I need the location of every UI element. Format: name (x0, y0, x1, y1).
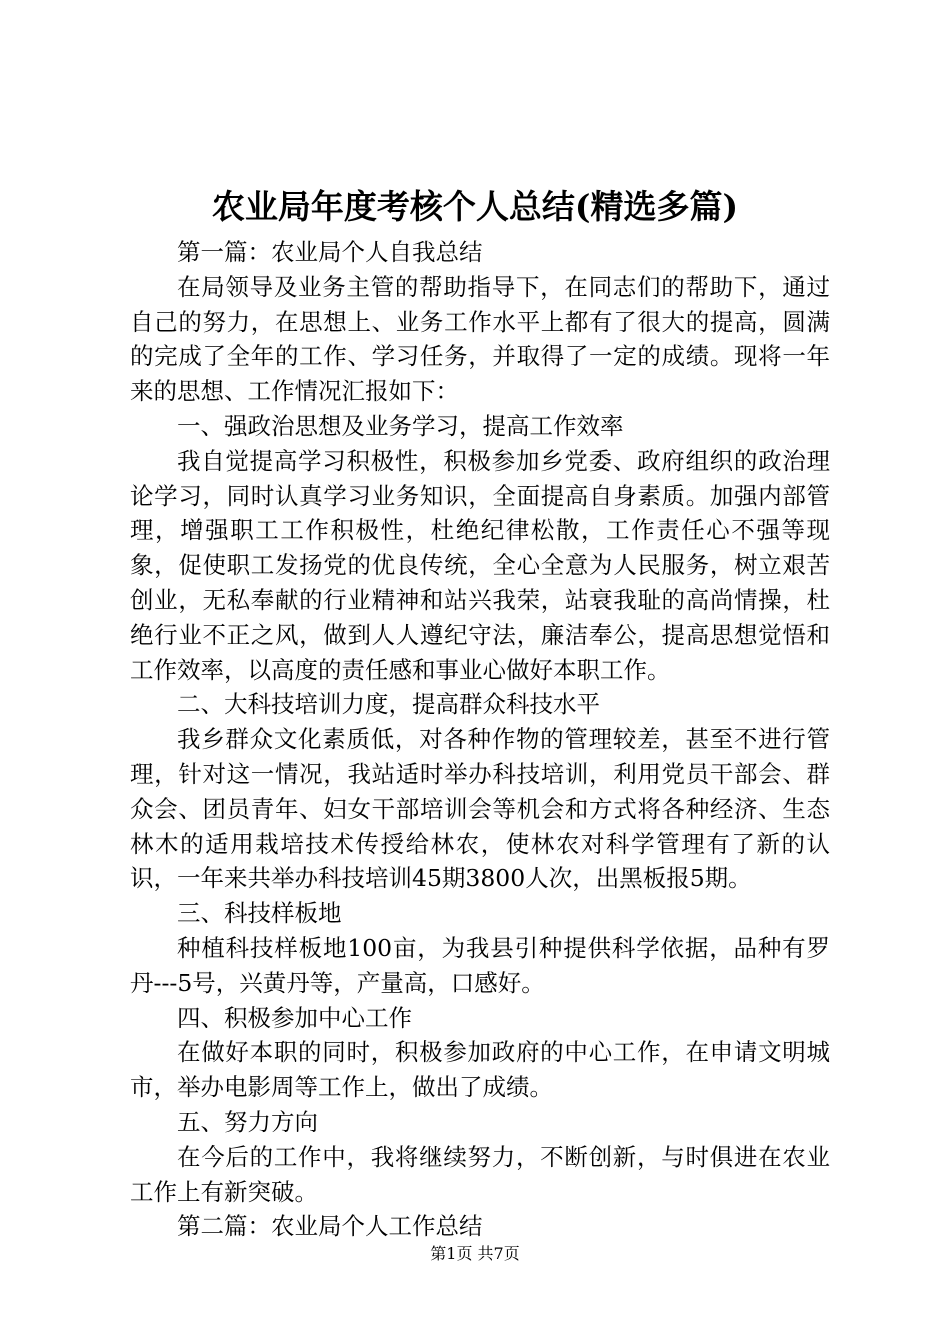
page-number-footer: 第1页 共7页 (430, 1244, 520, 1263)
subsection-heading: 三、科技样板地 (177, 899, 342, 928)
document-title: 农业局年度考核个人总结(精选多篇) (211, 187, 739, 226)
body-paragraph: 我自觉提高学习积极性，积极参加乡党委、政府组织的政治理论学习，同时认真学习业务知识，全面提高自身素质。加强内部管理，增强职工工作积极性，杜绝纪律松散，工作责任心不强等现象，促使职工发扬党的优良传统，全心全意为人民服务，树立艰苦创业，无私奉献的行业精神和站兴我荣，站衰我耻的高尚情操，杜绝行业不正之风，做到人人遵纪守法，廉洁奉公，提高思想觉悟和工作效率，以高度的责任感和事业心做好本职工作。 (130, 446, 830, 684)
body-paragraph: 种植科技样板地100亩，为我县引种提供科学依据，品种有罗丹---5号，兴黄丹等，产量高，口感好。 (130, 933, 830, 997)
document-body (130, 235, 830, 1244)
body-paragraph: 在今后的工作中，我将继续努力，不断创新，与时俱进在农业工作上有新突破。 (130, 1142, 830, 1206)
subsection-heading: 四、积极参加中心工作 (177, 1003, 412, 1032)
subsection-heading: 二、大科技培训力度，提高群众科技水平 (177, 690, 600, 719)
section-heading: 第二篇：农业局个人工作总结 (177, 1212, 483, 1241)
section-heading: 第一篇：农业局个人自我总结 (177, 238, 483, 266)
subsection-heading: 一、强政治思想及业务学习，提高工作效率 (177, 411, 624, 440)
body-paragraph: 在做好本职的同时，积极参加政府的中心工作，在申请文明城市，举办电影周等工作上，做出了成绩。 (130, 1038, 830, 1102)
body-paragraph: 在局领导及业务主管的帮助指导下，在同志们的帮助下，通过自己的努力，在思想上、业务工作水平上都有了很大的提高，圆满的完成了全年的工作、学习任务，并取得了一定的成绩。现将一年来的思想、工作情况汇报如下： (130, 272, 830, 406)
subsection-heading: 五、努力方向 (177, 1107, 318, 1136)
body-paragraph: 我乡群众文化素质低，对各种作物的管理较差，甚至不进行管理，针对这一情况，我站适时举办科技培训，利用党员干部会、群众会、团员青年、妇女干部培训会等机会和方式将各种经济、生态林木的适用栽培技术传授给林农，使林农对科学管理有了新的认识，一年来共举办科技培训45期3800人次，出黑板报5期。 (130, 725, 830, 893)
